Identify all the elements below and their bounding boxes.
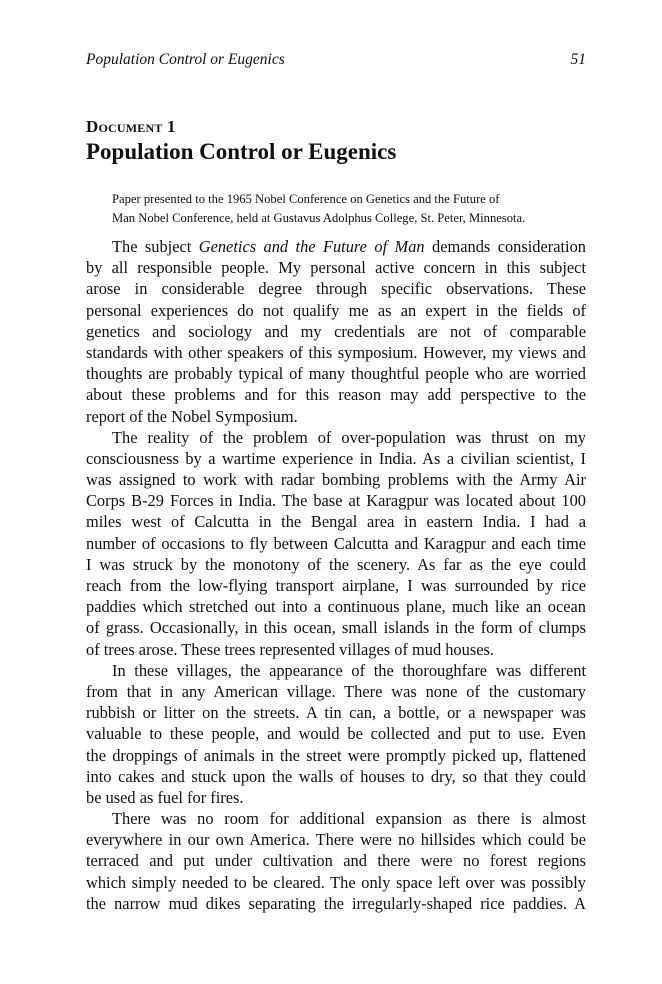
emphasized-title: Genetics and the Future of Man bbox=[198, 237, 425, 256]
paragraph-2-line: was assigned to work with radar bombing problems with the Army Air bbox=[86, 470, 586, 490]
paragraph-4-line: terraced and put under cultivation and there were no forest regions bbox=[86, 851, 586, 871]
page-number: 51 bbox=[570, 51, 586, 68]
paragraph-3-line: valuable to these people, and would be collected and put to use. Even bbox=[86, 724, 586, 744]
paragraph-3-line: In these villages, the appearance of the thoroughfare was different bbox=[112, 660, 586, 680]
paragraph-1-line: genetics and sociology and my credentials are not of comparable bbox=[86, 321, 586, 341]
paragraph-1-line: about these problems and for this reason may add perspective to the bbox=[86, 385, 586, 405]
paragraph-2-line: number of occasions to fly between Calcutta and Karagpur and each time bbox=[86, 533, 586, 553]
page bbox=[86, 0, 586, 984]
paragraph-3-line: from that in any American village. There was none of the customary bbox=[86, 681, 586, 701]
paragraph-3-line: the droppings of animals in the street were promptly picked up, flattened bbox=[86, 745, 586, 765]
text-run: The subject bbox=[112, 237, 199, 256]
paragraph-4-line: There was no room for additional expansion as there is almost bbox=[112, 809, 586, 829]
paragraph-2-line: of trees arose. These trees represented villages of mud houses. bbox=[86, 639, 494, 659]
paragraph-4-line: everywhere in our own America. There were no hillsides which could be bbox=[86, 830, 586, 850]
paragraph-1-line: by all responsible people. My personal active concern in this subject bbox=[86, 258, 586, 278]
paragraph-1-line: thoughts are probably typical of many thoughtful people who are worried bbox=[86, 364, 586, 384]
running-head-title: Population Control or Eugenics bbox=[86, 51, 285, 68]
paragraph-2-line: The reality of the problem of over-population was thrust on my bbox=[112, 427, 586, 447]
paragraph-2-line: miles west of Calcutta in the Bengal area in eastern India. I had a bbox=[86, 512, 586, 532]
paragraph-2-line: of grass. Occasionally, in this ocean, small islands in the form of clumps bbox=[86, 618, 586, 638]
document-title: Population Control or Eugenics bbox=[86, 139, 397, 164]
paragraph-1-line: standards with other speakers of this symposium. However, my views and bbox=[86, 342, 586, 362]
paragraph-3-line: into cakes and stuck upon the walls of houses to dry, so that they could bbox=[86, 766, 586, 786]
document-label: Document 1 bbox=[86, 117, 176, 136]
paragraph-2-line: Corps B-29 Forces in India. The base at Karagpur was located about 100 bbox=[86, 491, 586, 511]
paragraph-4-line: which simply needed to be cleared. The only space left over was possibly bbox=[86, 872, 586, 892]
paragraph-2-line: consciousness by a wartime experience in India. As a civilian scientist, I bbox=[86, 448, 586, 468]
paragraph-2-line: paddies which stretched out into a continuous plane, much like an ocean bbox=[86, 597, 586, 617]
running-head bbox=[86, 51, 586, 71]
paragraph-2-line: reach from the low-flying transport airplane, I was surrounded by rice bbox=[86, 576, 586, 595]
paragraph-1-line: report of the Nobel Symposium. bbox=[86, 406, 298, 426]
paragraph-3-line: rubbish or litter on the streets. A tin can, a bottle, or a newspaper was bbox=[86, 703, 586, 723]
headnote-line: Paper presented to the 1965 Nobel Conference on Genetics and the Future of bbox=[112, 192, 500, 206]
paragraph-4-line: the narrow mud dikes separating the irregularly-shaped rice paddies. A bbox=[86, 893, 586, 913]
body-text bbox=[86, 236, 586, 914]
paragraph-1-line: personal experiences do not qualify me as an expert in the fields of bbox=[86, 300, 586, 320]
paragraph-2-line: I was struck by the monotony of the scenery. As far as the eye could bbox=[86, 554, 586, 574]
paragraph-1-line: arose in considerable degree through specific observations. These bbox=[86, 279, 586, 299]
headnote-line: Man Nobel Conference, held at Gustavus Adolphus College, St. Peter, Minnesota. bbox=[112, 211, 526, 225]
text-run: demands consideration bbox=[424, 237, 586, 256]
headnote bbox=[112, 190, 586, 228]
paragraph-1-line bbox=[86, 236, 586, 257]
paragraph-3-line: be used as fuel for fires. bbox=[86, 787, 244, 807]
